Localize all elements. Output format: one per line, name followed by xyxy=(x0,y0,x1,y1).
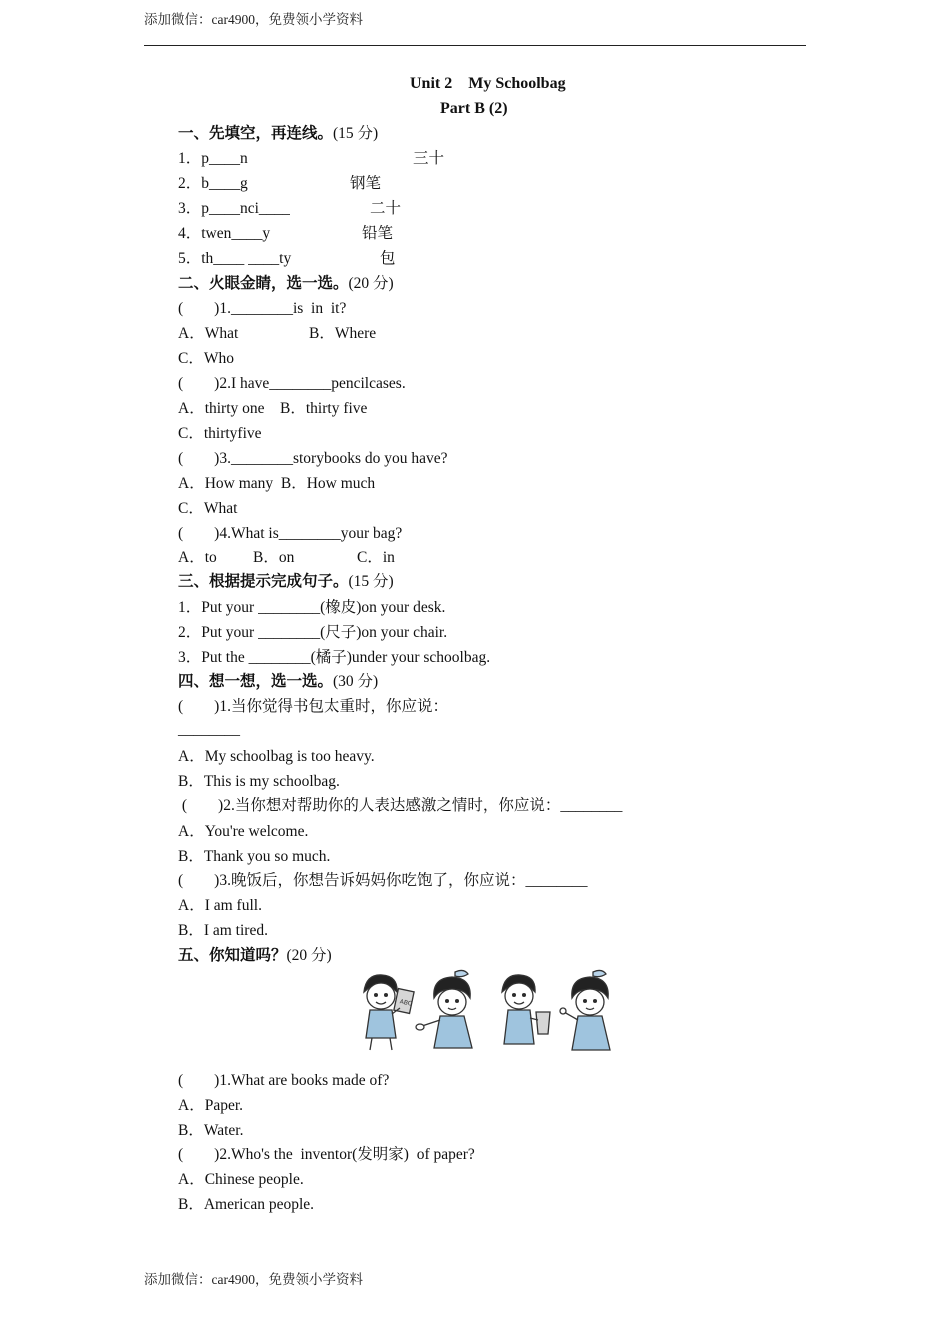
situation-q2-stem: ( )2.当你想对帮助你的人表达感激之情时，你应说：________ xyxy=(178,797,623,814)
choice-q4-option-c: C．in xyxy=(357,549,395,566)
match-item-4: 铅笔 xyxy=(362,225,394,242)
situation-q3-option-b: B．I am tired. xyxy=(178,922,268,939)
quiz-q1-option-b: B．Water. xyxy=(178,1122,244,1139)
fill-item-1: 1．p____n xyxy=(178,150,248,167)
choice-q3-option-c: C．What xyxy=(178,500,238,517)
choice-q3-stem: ( )3.________storybooks do you have? xyxy=(178,450,448,467)
choice-q1-option-c: C．Who xyxy=(178,350,234,367)
section-1-title: 一、先填空，再连线。 xyxy=(178,125,334,142)
fill-item-2: 2．b____g xyxy=(178,175,248,192)
header-note: 添加微信：car4900，免费领小学资料 xyxy=(144,12,363,27)
match-item-3: 二十 xyxy=(370,200,402,217)
choice-q4-option-b: B．on xyxy=(253,549,295,566)
choice-q2-stem: ( )2.I have________pencilcases. xyxy=(178,375,406,392)
choice-q1-stem: ( )1.________is in it? xyxy=(178,300,347,317)
book-cover-label: ABC xyxy=(399,998,413,1008)
choice-q4-option-a: A．to xyxy=(178,549,217,566)
quiz-q1-stem: ( )1.What are books made of? xyxy=(178,1072,390,1089)
section-1-score: (15 分) xyxy=(333,125,379,142)
section-3-score: (15 分) xyxy=(348,573,394,590)
choice-q1-option-a: A．What xyxy=(178,325,239,342)
girl-figure-1 xyxy=(416,970,472,1048)
situation-q3-option-a: A．I am full. xyxy=(178,897,262,914)
section-2-heading xyxy=(178,276,394,292)
boy-with-drink-figure xyxy=(502,975,550,1044)
match-item-2: 钢笔 xyxy=(350,175,382,192)
worksheet-title: Unit 2 My Schoolbag xyxy=(410,75,566,92)
situation-q3-stem: ( )3.晚饭后，你想告诉妈妈你吃饱了，你应说：________ xyxy=(178,872,588,889)
choice-q3-options-ab: A．How many B．How much xyxy=(178,475,376,492)
boy-with-book-figure xyxy=(364,975,414,1050)
section-4-score: (30 分) xyxy=(333,673,379,690)
sentence-item-1: 1．Put your ________(橡皮)on your desk. xyxy=(178,599,446,616)
fill-item-5: 5．th____ ____ty xyxy=(178,250,292,267)
situation-q1-option-a: A．My schoolbag is too heavy. xyxy=(178,748,375,765)
quiz-q2-option-a: A．Chinese people. xyxy=(178,1171,304,1188)
sentence-item-3: 3．Put the ________(橘子)under your schoolbag. xyxy=(178,649,491,666)
girl-figure-2 xyxy=(560,970,610,1050)
match-item-5: 包 xyxy=(380,250,396,267)
section-2-title: 二、火眼金睛，选一选。 xyxy=(178,275,349,292)
sentence-item-2: 2．Put your ________(尺子)on your chair. xyxy=(178,624,448,641)
situation-q1-blank: ________ xyxy=(178,721,240,738)
section-5-score: (20 分) xyxy=(286,947,332,964)
footer-note: 添加微信：car4900，免费领小学资料 xyxy=(144,1272,363,1287)
situation-q2-option-b: B．Thank you so much. xyxy=(178,848,331,865)
section-1-heading xyxy=(178,126,378,142)
worksheet-subtitle: Part B (2) xyxy=(440,100,508,117)
choice-q1-option-b: B．Where xyxy=(309,325,377,342)
situation-q1-option-b: B．This is my schoolbag. xyxy=(178,773,340,790)
section-5-title: 五、你知道吗？ xyxy=(178,947,287,964)
quiz-q2-stem: ( )2.Who's the inventor(发明家) of paper? xyxy=(178,1146,475,1163)
header-divider xyxy=(144,45,806,46)
fill-item-4: 4．twen____y xyxy=(178,225,271,242)
choice-q4-stem: ( )4.What is________your bag? xyxy=(178,525,403,542)
situation-q2-option-a: A．You're welcome. xyxy=(178,823,309,840)
situation-q1-stem: ( )1.当你觉得书包太重时，你应说： xyxy=(178,698,448,715)
choice-q2-options-ab: A．thirty one B．thirty five xyxy=(178,400,368,417)
match-item-1: 三十 xyxy=(413,150,445,167)
section-3-title: 三、根据提示完成句子。 xyxy=(178,573,349,590)
section-3-heading xyxy=(178,574,394,590)
choice-q2-option-c: C．thirtyfive xyxy=(178,425,262,442)
quiz-q1-option-a: A．Paper. xyxy=(178,1097,244,1114)
section-4-title: 四、想一想，选一选。 xyxy=(178,673,334,690)
section-4-heading xyxy=(178,674,378,690)
section-5-heading xyxy=(178,948,332,964)
children-illustration xyxy=(360,968,622,1052)
quiz-q2-option-b: B．American people. xyxy=(178,1196,315,1213)
section-2-score: (20 分) xyxy=(348,275,394,292)
fill-item-3: 3．p____nci____ xyxy=(178,200,290,217)
